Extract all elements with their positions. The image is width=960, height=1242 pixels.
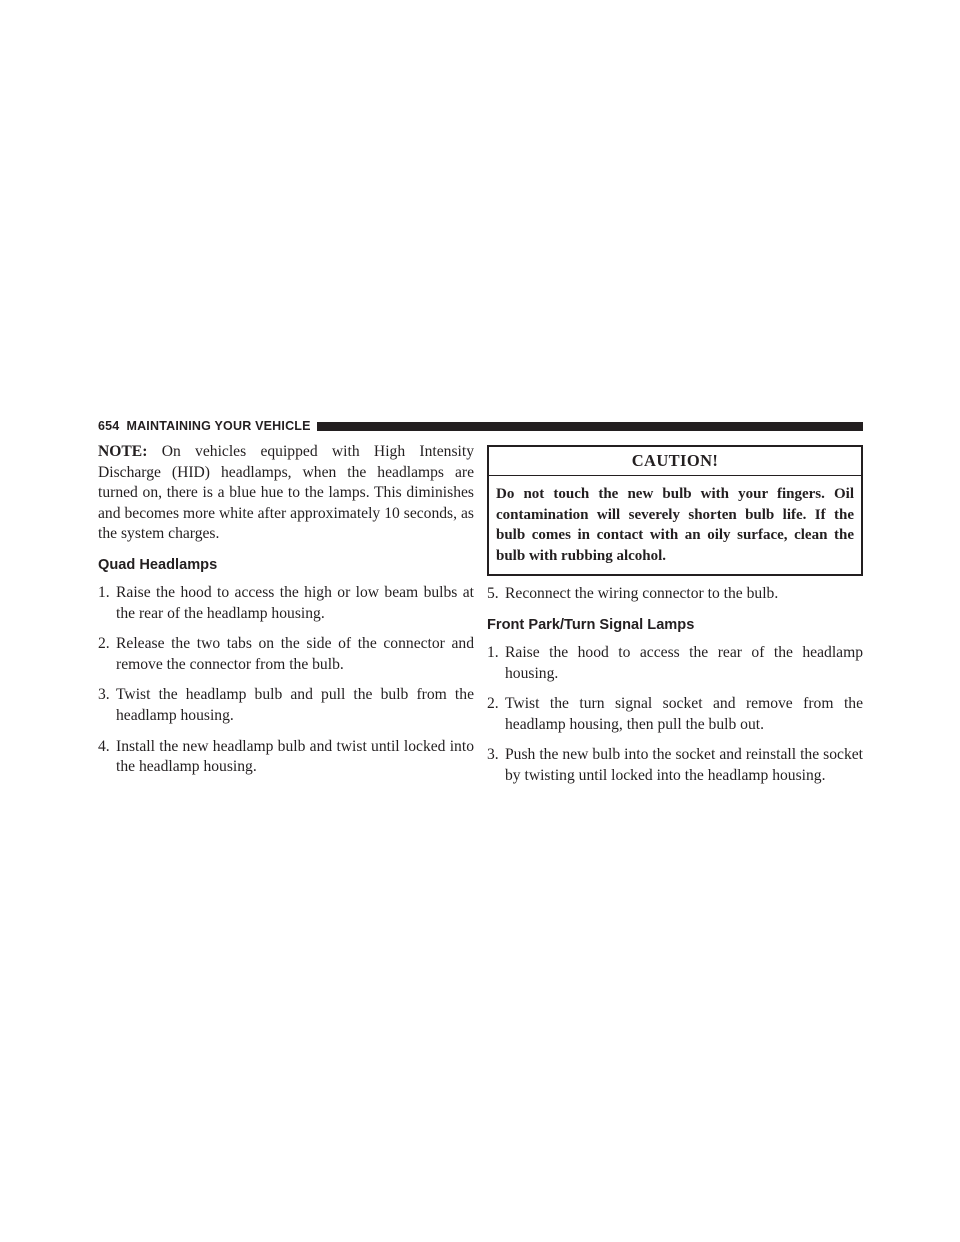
list-item bbox=[98, 737, 474, 778]
step-text: Twist the headlamp bulb and pull the bulb from the headlamp housing. bbox=[116, 686, 474, 724]
list-item bbox=[487, 643, 863, 684]
step-number: 1. bbox=[487, 643, 499, 661]
step-number: 2. bbox=[98, 635, 110, 653]
list-item bbox=[487, 745, 863, 786]
front-park-turn-signal-heading: Front Park/Turn Signal Lamps bbox=[487, 616, 695, 633]
list-item bbox=[98, 583, 474, 624]
left-column bbox=[98, 442, 474, 788]
caution-title: CAUTION! bbox=[489, 447, 861, 476]
page-header bbox=[98, 419, 863, 433]
step-text: Raise the hood to access the rear of the headlamp housing. bbox=[505, 643, 863, 682]
step-text: Install the new headlamp bulb and twist until locked into the headlamp housing. bbox=[116, 737, 474, 776]
step-number: 5. bbox=[487, 585, 499, 603]
step-number: 1. bbox=[98, 583, 110, 601]
caution-box bbox=[487, 445, 863, 576]
right-column bbox=[487, 442, 863, 797]
step-text: Reconnect the wiring connector to the bulb. bbox=[505, 585, 779, 603]
list-item bbox=[98, 634, 474, 675]
list-item bbox=[98, 685, 474, 726]
section-title: MAINTAINING YOUR VEHICLE bbox=[126, 419, 311, 433]
step-text: Release the two tabs on the side of the connector and remove the connector from the bulb. bbox=[116, 635, 474, 673]
list-item bbox=[487, 584, 863, 605]
page-number: 654 bbox=[98, 419, 120, 433]
step-number: 2. bbox=[487, 695, 499, 713]
step-number: 4. bbox=[98, 737, 110, 755]
quad-headlamps-heading: Quad Headlamps bbox=[98, 556, 218, 573]
step-number: 3. bbox=[487, 746, 499, 764]
list-item bbox=[487, 694, 863, 735]
note-paragraph bbox=[98, 442, 474, 545]
header-rule bbox=[317, 422, 863, 431]
note-label: NOTE: bbox=[98, 443, 148, 460]
front-park-turn-signal-steps bbox=[487, 643, 863, 787]
caution-body: Do not touch the new bulb with your fingers. Oil contamination will severely shorten bulb life. If the bulb comes in contact with an oily surface, clean the bulb with rubbing alcohol. bbox=[496, 486, 854, 564]
step-text: Push the new bulb into the socket and reinstall the socket by twisting until locked into the headlamp housing. bbox=[505, 746, 863, 784]
quad-headlamps-steps bbox=[98, 583, 474, 778]
step-text: Twist the turn signal socket and remove from the headlamp housing, then pull the bulb out. bbox=[505, 695, 863, 733]
note-text: On vehicles equipped with High Intensity Discharge (HID) headlamps, when the headlamps are turned on, there is a blue hue to the lamps. This diminishes and becomes more white after approximately 10 seconds, as the system charges. bbox=[98, 443, 474, 543]
step-number: 3. bbox=[98, 686, 110, 704]
step-text: Raise the hood to access the high or low beam bulbs at the rear of the headlamp housing. bbox=[116, 583, 474, 622]
